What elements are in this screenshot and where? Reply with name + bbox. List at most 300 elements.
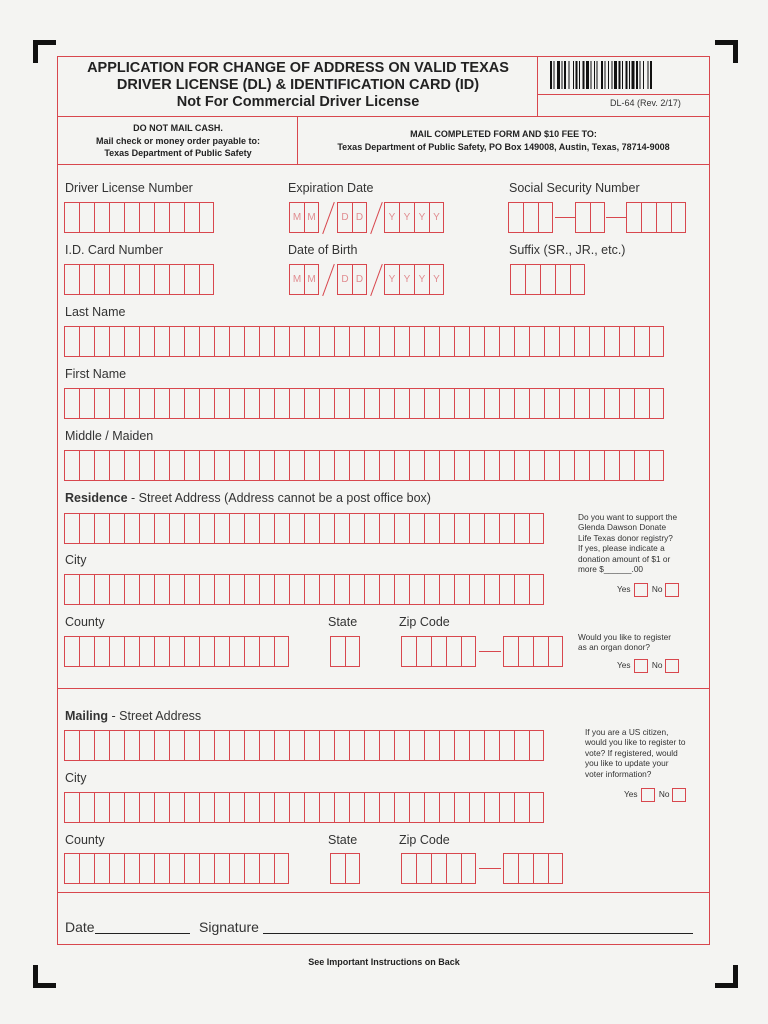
char-box[interactable]: Y: [384, 264, 399, 295]
char-box[interactable]: [439, 730, 454, 761]
organ-yes-checkbox[interactable]: [634, 659, 648, 673]
char-box[interactable]: [416, 636, 431, 667]
dob-day-input[interactable]: [337, 264, 367, 295]
char-box[interactable]: [619, 388, 634, 419]
char-box[interactable]: [139, 574, 154, 605]
char-box[interactable]: [469, 513, 484, 544]
char-box[interactable]: [469, 450, 484, 481]
dob-month-input[interactable]: [289, 264, 319, 295]
char-box[interactable]: [79, 574, 94, 605]
char-box[interactable]: [124, 202, 139, 233]
char-box[interactable]: [94, 513, 109, 544]
char-box[interactable]: [379, 574, 394, 605]
char-box[interactable]: [214, 792, 229, 823]
char-box[interactable]: [538, 202, 553, 233]
residence-zip-input[interactable]: [401, 636, 476, 667]
char-box[interactable]: [525, 264, 540, 295]
char-box[interactable]: [64, 636, 79, 667]
char-box[interactable]: [214, 326, 229, 357]
char-box[interactable]: [484, 326, 499, 357]
char-box[interactable]: [619, 326, 634, 357]
char-box[interactable]: [514, 450, 529, 481]
char-box[interactable]: [244, 853, 259, 884]
mailing-state-input[interactable]: [330, 853, 360, 884]
char-box[interactable]: [529, 450, 544, 481]
char-box[interactable]: [229, 513, 244, 544]
char-box[interactable]: [461, 853, 476, 884]
char-box[interactable]: [469, 730, 484, 761]
first-name-input[interactable]: [64, 388, 664, 419]
char-box[interactable]: [518, 636, 533, 667]
char-box[interactable]: [439, 326, 454, 357]
suffix-input[interactable]: [510, 264, 585, 295]
char-box[interactable]: [424, 792, 439, 823]
char-box[interactable]: [533, 853, 548, 884]
char-box[interactable]: [514, 730, 529, 761]
char-box[interactable]: [364, 450, 379, 481]
char-box[interactable]: [139, 792, 154, 823]
mailing-street-input[interactable]: [64, 730, 544, 761]
char-box[interactable]: [244, 730, 259, 761]
char-box[interactable]: [109, 792, 124, 823]
char-box[interactable]: D: [352, 202, 367, 233]
char-box[interactable]: [424, 326, 439, 357]
char-box[interactable]: [656, 202, 671, 233]
char-box[interactable]: [334, 450, 349, 481]
char-box[interactable]: [214, 730, 229, 761]
char-box[interactable]: [169, 388, 184, 419]
char-box[interactable]: [139, 264, 154, 295]
char-box[interactable]: [330, 636, 345, 667]
char-box[interactable]: [214, 853, 229, 884]
char-box[interactable]: [79, 450, 94, 481]
char-box[interactable]: [274, 388, 289, 419]
char-box[interactable]: [409, 388, 424, 419]
char-box[interactable]: [214, 450, 229, 481]
char-box[interactable]: [394, 730, 409, 761]
char-box[interactable]: [229, 388, 244, 419]
char-box[interactable]: [514, 792, 529, 823]
char-box[interactable]: [671, 202, 686, 233]
char-box[interactable]: [229, 792, 244, 823]
char-box[interactable]: [199, 388, 214, 419]
char-box[interactable]: [199, 326, 214, 357]
char-box[interactable]: [548, 853, 563, 884]
char-box[interactable]: [289, 513, 304, 544]
char-box[interactable]: [503, 853, 518, 884]
char-box[interactable]: M: [289, 264, 304, 295]
char-box[interactable]: [499, 574, 514, 605]
char-box[interactable]: [533, 636, 548, 667]
char-box[interactable]: [109, 388, 124, 419]
char-box[interactable]: [514, 574, 529, 605]
char-box[interactable]: [334, 513, 349, 544]
char-box[interactable]: [154, 574, 169, 605]
char-box[interactable]: [634, 388, 649, 419]
char-box[interactable]: [124, 574, 139, 605]
char-box[interactable]: [570, 264, 585, 295]
char-box[interactable]: [199, 574, 214, 605]
char-box[interactable]: [244, 450, 259, 481]
residence-county-input[interactable]: [64, 636, 289, 667]
char-box[interactable]: [439, 388, 454, 419]
char-box[interactable]: [154, 636, 169, 667]
char-box[interactable]: [244, 513, 259, 544]
char-box[interactable]: [154, 450, 169, 481]
char-box[interactable]: [274, 326, 289, 357]
char-box[interactable]: [109, 730, 124, 761]
char-box[interactable]: [544, 326, 559, 357]
char-box[interactable]: [619, 450, 634, 481]
char-box[interactable]: D: [337, 264, 352, 295]
ssn-part2-input[interactable]: [575, 202, 605, 233]
char-box[interactable]: Y: [429, 202, 444, 233]
char-box[interactable]: D: [337, 202, 352, 233]
char-box[interactable]: [529, 326, 544, 357]
char-box[interactable]: [139, 202, 154, 233]
char-box[interactable]: [409, 730, 424, 761]
char-box[interactable]: [349, 730, 364, 761]
char-box[interactable]: [424, 513, 439, 544]
char-box[interactable]: [64, 792, 79, 823]
char-box[interactable]: [349, 513, 364, 544]
char-box[interactable]: [124, 853, 139, 884]
char-box[interactable]: [484, 792, 499, 823]
char-box[interactable]: [259, 636, 274, 667]
char-box[interactable]: [94, 202, 109, 233]
char-box[interactable]: [484, 574, 499, 605]
char-box[interactable]: [64, 388, 79, 419]
char-box[interactable]: [529, 730, 544, 761]
char-box[interactable]: [64, 574, 79, 605]
char-box[interactable]: [259, 730, 274, 761]
char-box[interactable]: [64, 326, 79, 357]
char-box[interactable]: [364, 574, 379, 605]
char-box[interactable]: [199, 202, 214, 233]
char-box[interactable]: M: [304, 264, 319, 295]
char-box[interactable]: [184, 853, 199, 884]
char-box[interactable]: [94, 730, 109, 761]
char-box[interactable]: [154, 513, 169, 544]
char-box[interactable]: [349, 388, 364, 419]
char-box[interactable]: [454, 574, 469, 605]
char-box[interactable]: [154, 853, 169, 884]
char-box[interactable]: [124, 450, 139, 481]
char-box[interactable]: [503, 636, 518, 667]
char-box[interactable]: [199, 264, 214, 295]
char-box[interactable]: D: [352, 264, 367, 295]
char-box[interactable]: [409, 450, 424, 481]
char-box[interactable]: [574, 326, 589, 357]
char-box[interactable]: [184, 730, 199, 761]
char-box[interactable]: [109, 513, 124, 544]
char-box[interactable]: [364, 326, 379, 357]
char-box[interactable]: [589, 326, 604, 357]
char-box[interactable]: [439, 450, 454, 481]
char-box[interactable]: [345, 853, 360, 884]
char-box[interactable]: [469, 326, 484, 357]
char-box[interactable]: [289, 326, 304, 357]
char-box[interactable]: [319, 730, 334, 761]
char-box[interactable]: [274, 450, 289, 481]
char-box[interactable]: [79, 202, 94, 233]
char-box[interactable]: [634, 450, 649, 481]
char-box[interactable]: [349, 450, 364, 481]
char-box[interactable]: [334, 730, 349, 761]
date-line[interactable]: [95, 933, 190, 934]
char-box[interactable]: [259, 574, 274, 605]
char-box[interactable]: [229, 326, 244, 357]
char-box[interactable]: [431, 853, 446, 884]
char-box[interactable]: [154, 202, 169, 233]
char-box[interactable]: [139, 450, 154, 481]
char-box[interactable]: [124, 792, 139, 823]
char-box[interactable]: [349, 792, 364, 823]
char-box[interactable]: [409, 792, 424, 823]
donor-yes-checkbox[interactable]: [634, 583, 648, 597]
char-box[interactable]: Y: [399, 264, 414, 295]
char-box[interactable]: M: [289, 202, 304, 233]
char-box[interactable]: [274, 574, 289, 605]
char-box[interactable]: [540, 264, 555, 295]
organ-no-checkbox[interactable]: [665, 659, 679, 673]
char-box[interactable]: [184, 388, 199, 419]
char-box[interactable]: [574, 388, 589, 419]
char-box[interactable]: [349, 574, 364, 605]
residence-street-input[interactable]: [64, 513, 544, 544]
char-box[interactable]: Y: [384, 202, 399, 233]
char-box[interactable]: [199, 513, 214, 544]
char-box[interactable]: [409, 513, 424, 544]
donor-no-checkbox[interactable]: [665, 583, 679, 597]
char-box[interactable]: [79, 264, 94, 295]
char-box[interactable]: [154, 730, 169, 761]
char-box[interactable]: [259, 792, 274, 823]
char-box[interactable]: [334, 388, 349, 419]
char-box[interactable]: [109, 853, 124, 884]
char-box[interactable]: [589, 450, 604, 481]
char-box[interactable]: [559, 388, 574, 419]
char-box[interactable]: [154, 792, 169, 823]
char-box[interactable]: [289, 388, 304, 419]
char-box[interactable]: [304, 450, 319, 481]
char-box[interactable]: [634, 326, 649, 357]
char-box[interactable]: [416, 853, 431, 884]
char-box[interactable]: [109, 202, 124, 233]
char-box[interactable]: [439, 792, 454, 823]
char-box[interactable]: [454, 513, 469, 544]
char-box[interactable]: [274, 730, 289, 761]
char-box[interactable]: [304, 388, 319, 419]
voter-no-checkbox[interactable]: [672, 788, 686, 802]
char-box[interactable]: [304, 574, 319, 605]
char-box[interactable]: [244, 388, 259, 419]
char-box[interactable]: [184, 513, 199, 544]
char-box[interactable]: [184, 574, 199, 605]
char-box[interactable]: [79, 388, 94, 419]
last-name-input[interactable]: [64, 326, 664, 357]
char-box[interactable]: [169, 574, 184, 605]
id-number-input[interactable]: [64, 264, 214, 295]
char-box[interactable]: [214, 636, 229, 667]
char-box[interactable]: [184, 636, 199, 667]
char-box[interactable]: [454, 388, 469, 419]
char-box[interactable]: [590, 202, 605, 233]
char-box[interactable]: [274, 792, 289, 823]
char-box[interactable]: [529, 513, 544, 544]
residence-state-input[interactable]: [330, 636, 360, 667]
char-box[interactable]: [559, 450, 574, 481]
char-box[interactable]: [559, 326, 574, 357]
char-box[interactable]: [184, 450, 199, 481]
char-box[interactable]: [319, 574, 334, 605]
char-box[interactable]: [169, 853, 184, 884]
char-box[interactable]: [244, 792, 259, 823]
char-box[interactable]: [334, 792, 349, 823]
char-box[interactable]: [334, 574, 349, 605]
char-box[interactable]: [499, 450, 514, 481]
char-box[interactable]: [124, 264, 139, 295]
char-box[interactable]: [184, 202, 199, 233]
char-box[interactable]: [409, 574, 424, 605]
dob-year-input[interactable]: [384, 264, 444, 295]
char-box[interactable]: [94, 574, 109, 605]
voter-yes-checkbox[interactable]: [641, 788, 655, 802]
char-box[interactable]: [184, 326, 199, 357]
mailing-zip4-input[interactable]: [503, 853, 563, 884]
char-box[interactable]: [454, 792, 469, 823]
char-box[interactable]: [169, 513, 184, 544]
char-box[interactable]: [169, 450, 184, 481]
char-box[interactable]: [364, 730, 379, 761]
char-box[interactable]: [499, 792, 514, 823]
char-box[interactable]: [499, 513, 514, 544]
char-box[interactable]: [424, 450, 439, 481]
char-box[interactable]: [79, 730, 94, 761]
char-box[interactable]: [575, 202, 590, 233]
char-box[interactable]: [304, 730, 319, 761]
char-box[interactable]: [184, 264, 199, 295]
char-box[interactable]: [139, 513, 154, 544]
char-box[interactable]: [555, 264, 570, 295]
char-box[interactable]: [345, 636, 360, 667]
char-box[interactable]: [394, 513, 409, 544]
expiration-month-input[interactable]: [289, 202, 319, 233]
char-box[interactable]: [199, 636, 214, 667]
char-box[interactable]: [259, 853, 274, 884]
char-box[interactable]: [379, 730, 394, 761]
residence-zip4-input[interactable]: [503, 636, 563, 667]
char-box[interactable]: [514, 388, 529, 419]
char-box[interactable]: [529, 388, 544, 419]
char-box[interactable]: [514, 513, 529, 544]
residence-city-input[interactable]: [64, 574, 544, 605]
char-box[interactable]: [64, 853, 79, 884]
char-box[interactable]: [529, 574, 544, 605]
char-box[interactable]: [109, 636, 124, 667]
char-box[interactable]: [319, 792, 334, 823]
char-box[interactable]: [319, 326, 334, 357]
char-box[interactable]: [124, 730, 139, 761]
char-box[interactable]: [454, 326, 469, 357]
char-box[interactable]: [589, 388, 604, 419]
char-box[interactable]: [499, 326, 514, 357]
char-box[interactable]: [518, 853, 533, 884]
signature-line[interactable]: [263, 933, 693, 934]
char-box[interactable]: [244, 574, 259, 605]
char-box[interactable]: [64, 513, 79, 544]
char-box[interactable]: [139, 853, 154, 884]
char-box[interactable]: [109, 326, 124, 357]
char-box[interactable]: [139, 388, 154, 419]
char-box[interactable]: [229, 636, 244, 667]
char-box[interactable]: [109, 574, 124, 605]
char-box[interactable]: [484, 450, 499, 481]
char-box[interactable]: [64, 202, 79, 233]
char-box[interactable]: [199, 792, 214, 823]
char-box[interactable]: [304, 326, 319, 357]
char-box[interactable]: [109, 264, 124, 295]
char-box[interactable]: [319, 450, 334, 481]
char-box[interactable]: [431, 636, 446, 667]
char-box[interactable]: [259, 388, 274, 419]
char-box[interactable]: [124, 636, 139, 667]
char-box[interactable]: [469, 792, 484, 823]
char-box[interactable]: [364, 792, 379, 823]
char-box[interactable]: [548, 636, 563, 667]
char-box[interactable]: [94, 326, 109, 357]
char-box[interactable]: [289, 450, 304, 481]
char-box[interactable]: [514, 326, 529, 357]
char-box[interactable]: Y: [414, 264, 429, 295]
ssn-part1-input[interactable]: [508, 202, 553, 233]
char-box[interactable]: [214, 388, 229, 419]
char-box[interactable]: [289, 574, 304, 605]
char-box[interactable]: [94, 853, 109, 884]
char-box[interactable]: [154, 326, 169, 357]
char-box[interactable]: [79, 326, 94, 357]
char-box[interactable]: [109, 450, 124, 481]
char-box[interactable]: [574, 450, 589, 481]
char-box[interactable]: Y: [399, 202, 414, 233]
char-box[interactable]: [604, 450, 619, 481]
char-box[interactable]: [379, 326, 394, 357]
char-box[interactable]: [304, 792, 319, 823]
char-box[interactable]: [529, 792, 544, 823]
char-box[interactable]: [649, 388, 664, 419]
char-box[interactable]: [229, 853, 244, 884]
char-box[interactable]: [79, 636, 94, 667]
char-box[interactable]: [424, 730, 439, 761]
char-box[interactable]: [439, 574, 454, 605]
char-box[interactable]: Y: [429, 264, 444, 295]
char-box[interactable]: [124, 388, 139, 419]
char-box[interactable]: [184, 792, 199, 823]
char-box[interactable]: [499, 388, 514, 419]
char-box[interactable]: [199, 730, 214, 761]
char-box[interactable]: [401, 636, 416, 667]
char-box[interactable]: [319, 388, 334, 419]
char-box[interactable]: [169, 264, 184, 295]
char-box[interactable]: [401, 853, 416, 884]
char-box[interactable]: [214, 574, 229, 605]
char-box[interactable]: [604, 326, 619, 357]
char-box[interactable]: [469, 388, 484, 419]
char-box[interactable]: [508, 202, 523, 233]
char-box[interactable]: [446, 636, 461, 667]
char-box[interactable]: [319, 513, 334, 544]
char-box[interactable]: [139, 326, 154, 357]
